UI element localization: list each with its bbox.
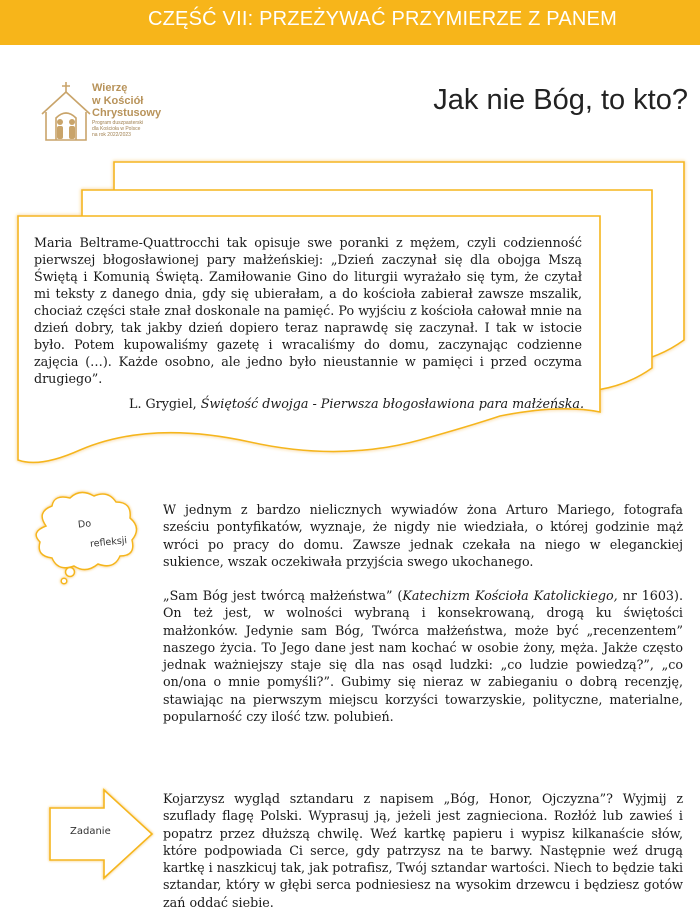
reflection-paragraph-2 xyxy=(163,587,683,725)
reflection-paragraph-1: W jednym z bardzo nielicznych wywiadów żona Arturo Mariego, fotografa sześciu pontyfikatów, wyznaje, że nigdy nie wiedziała, o której godzinie mąż wróci po pracy do domu. Zawsze jednak czekała na niego w eleganckiej sukience, wszak oczekiwała przyjścia swego ukochanego. xyxy=(163,502,683,569)
quote-book-title: Świętość dwojga - Pierwsza błogosławiona para małżeńska. xyxy=(200,396,584,411)
catechism-title: Katechizm Kościoła Katolickiego, xyxy=(402,588,618,603)
quote-text: Maria Beltrame-Quattrocchi tak opisuje swe poranki z mężem, czyli codzienność pierwszej błogosławionej pary małżeńskiej: „Dzień zaczynał się dla obojga Mszą Świętą i Komunią Świętą. Zamiłowanie Gino do liturgii wyrażało się tym, że czytał mi teksty z danego dnia, gdy się ubierałam, a do kościoła zabierał zawsze mszalik, chociaż części stałe znał doskonale na pamięć. Po wyjściu z kościoła całował mnie na dzień dobry, tak jakby dzień dopiero teraz naprawdę się zaczynał. I tak w istocie było. Potem kupowaliśmy gazetę i wracaliśmy do domu, zaczynając codzienne zajęcia (…). Każde osobno, ale jedno było nieustannie w pamięci i przed oczyma drugiego”. xyxy=(34,235,582,386)
page-title: Jak nie Bóg, to kto? xyxy=(433,84,688,116)
logo-text xyxy=(92,82,161,139)
reflection-label-line2: refleksji xyxy=(89,535,128,550)
logo-small-1: Program duszpasterski xyxy=(92,119,144,126)
reflection-paragraph-2-rest: nr 1603). On też jest, w wolności wybraną i konsekrowaną, drogą ku świętości małżonków. Jedynie sam Bóg, Twórca małżeństwa, może być „recenzentem” naszego życia. To Jego dane jest nam kochać w osobie żony, męża. Jakże często jednak ważniejszy staje się dla nas osąd ludzki: „co ludzie powiedzą?”, „co on/ona o mnie pomyśli?”. Gubimy się nieraz w zabieganiu o dobrą recenzję, stawiając na pierwszym miejscu korzyści towarzyskie, polityczne, materialne, popularność czy ilość tzw. polubień. xyxy=(163,588,683,725)
task-label: Zadanie xyxy=(70,826,111,837)
section-title: CZĘŚĆ VII: PRZEŻYWAĆ PRZYMIERZE Z PANEM xyxy=(148,8,617,30)
task-paragraph: Kojarzysz wygląd sztandaru z napisem „Bóg, Honor, Ojczyzna”? Wyjmij z szuflady flagę Polski. Wyprasuj ją, jeżeli jest zagnieciona. Rozłóż lub zawieś i popatrz przez dłuższą chwilę. Weź kartkę papieru i wypisz kilkanaście słów, które podpowiada Ci serce, gdy patrzysz na te barwy. Następnie weź drugą kartkę i naszkicuj tak, jak potrafisz, Twój sztandar wartości. Niech to będzie taki sztandar, który w głębi serca podniesiesz na wysokim drzewcu i będziesz gotów zań oddać siebie. xyxy=(163,791,683,910)
logo-line-1: Wierzę xyxy=(92,82,128,94)
header-banner xyxy=(0,0,700,45)
quote-citation xyxy=(129,396,584,411)
logo-line-2: w Kościół xyxy=(92,94,144,107)
logo-line-3: Chrystusowy xyxy=(92,107,162,120)
logo-small-2: dla Kościoła w Polsce xyxy=(92,126,141,133)
logo-small-3: na rok 2022/2023 xyxy=(92,132,131,139)
reflection-label-line1: Do xyxy=(77,518,92,531)
quote-author: L. Grygiel, xyxy=(129,396,201,411)
catechism-quote: „Sam Bóg jest twórcą małżeństwa” ( xyxy=(163,588,403,603)
thought-cloud-icon xyxy=(28,488,148,588)
